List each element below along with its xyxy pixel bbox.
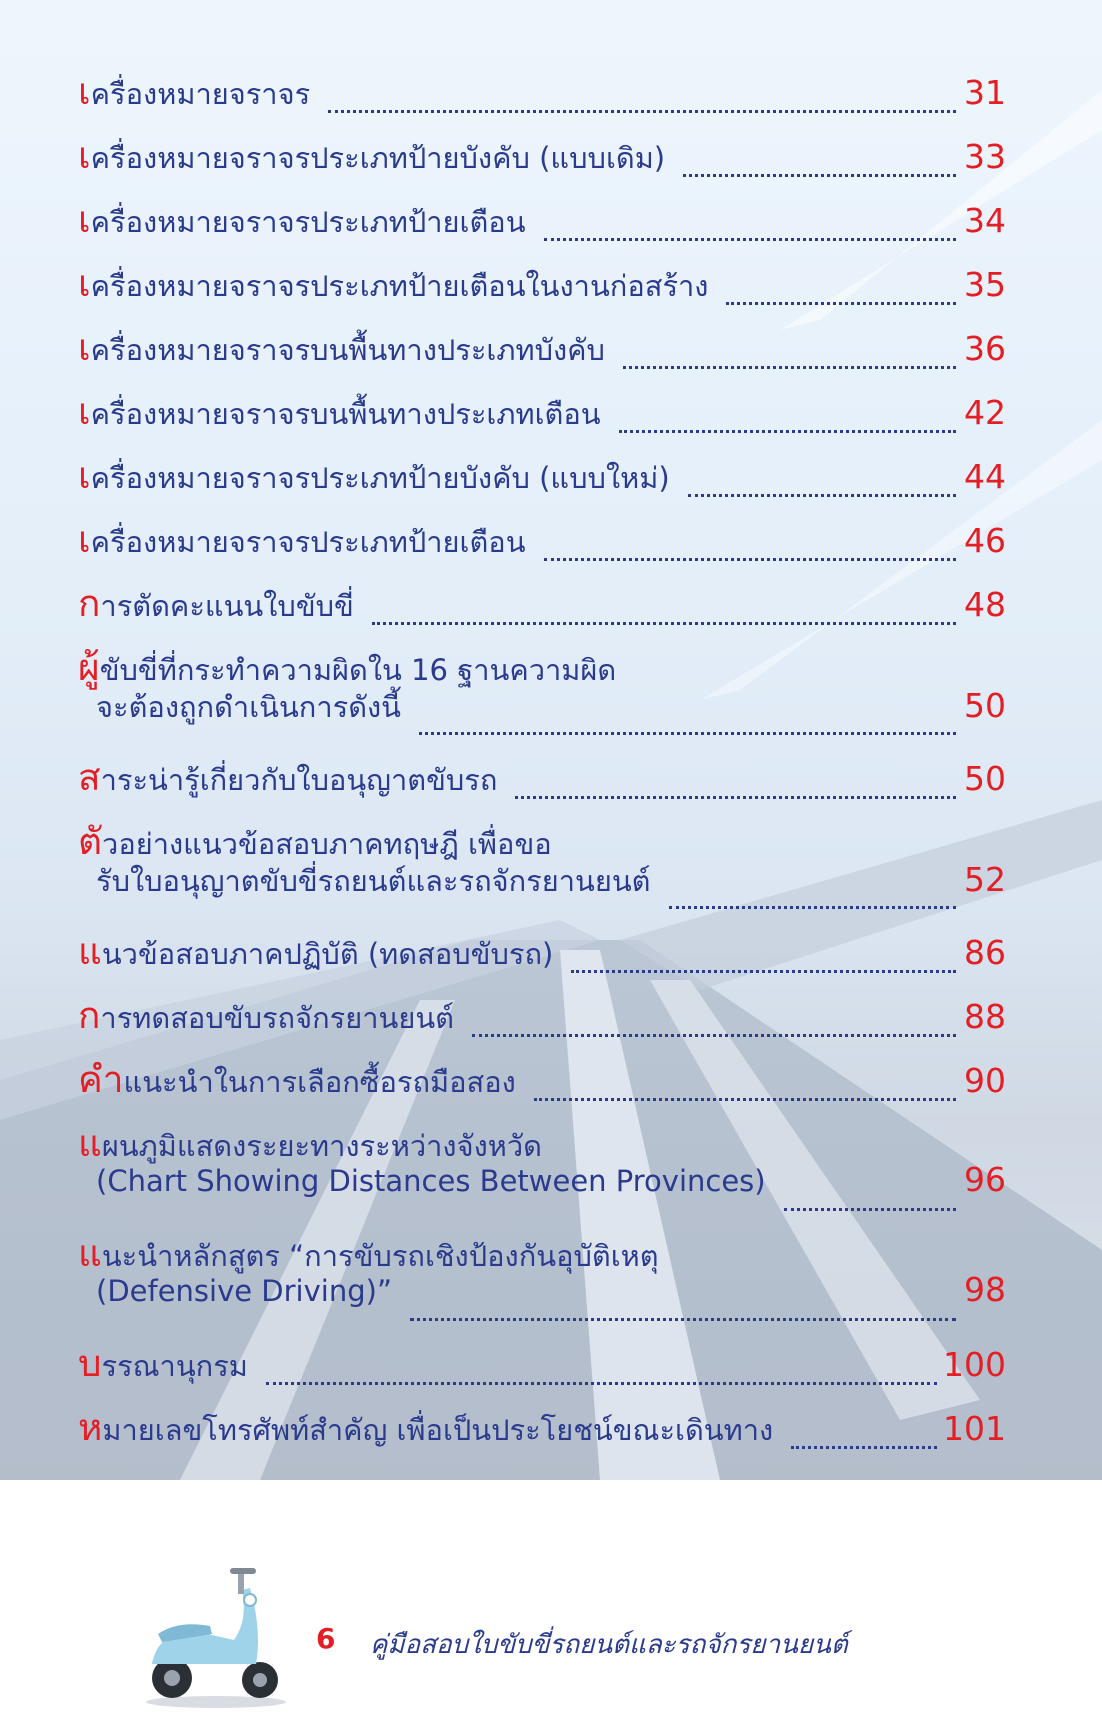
toc-entry[interactable]	[78, 1398, 1006, 1462]
toc-page-number: 33	[964, 137, 1006, 176]
toc-initial: ผู้	[78, 646, 100, 689]
toc-initial: เ	[78, 390, 91, 433]
toc-initial: บ	[78, 1342, 102, 1385]
toc-entry[interactable]	[78, 1114, 1006, 1224]
dot-leader	[544, 235, 956, 241]
toc-page-number: 86	[964, 933, 1006, 972]
toc-entry-title	[78, 922, 553, 981]
toc-entry[interactable]	[78, 62, 1006, 126]
dot-leader	[619, 427, 956, 433]
page-number: 6	[316, 1622, 336, 1655]
dot-leader	[571, 967, 956, 973]
toc-title-text: มายเลขโทรศัพท์สำคัญ เพื่อเป็นประโยชน์ขณะเดินทาง	[102, 1413, 774, 1447]
toc-entry-title	[78, 510, 526, 569]
dot-leader	[683, 171, 956, 177]
toc-entry[interactable]	[78, 748, 1006, 812]
toc-page-number: 50	[964, 686, 1006, 725]
toc-page-number: 35	[964, 265, 1006, 304]
toc-initial: แ	[78, 1122, 102, 1165]
dot-leader	[419, 729, 956, 735]
toc-title-continuation: (Chart Showing Distances Between Provinces)	[96, 1164, 766, 1198]
toc-initial: เ	[78, 326, 91, 369]
toc-title-text: ครื่องหมายจราจรประเภทป้ายเตือนในงานก่อสร้าง	[90, 269, 709, 303]
toc-entry[interactable]	[78, 922, 1006, 986]
toc-initial: ตั	[78, 820, 103, 863]
toc-entry[interactable]	[78, 812, 1006, 922]
toc-initial: ก	[78, 582, 101, 625]
toc-title-text: วอย่างแนวข้อสอบภาคทฤษฎี เพื่อขอ	[102, 827, 552, 861]
toc-entry[interactable]	[78, 446, 1006, 510]
toc-entry[interactable]	[78, 1050, 1006, 1114]
dot-leader	[328, 107, 956, 113]
toc-entry-title	[78, 1398, 773, 1457]
toc-entry[interactable]	[78, 638, 1006, 748]
toc-initial: เ	[78, 134, 91, 177]
toc-title-text: รรณานุกรม	[101, 1349, 248, 1383]
toc-title-text: ครื่องหมายจราจรประเภทป้ายบังคับ (แบบเดิม)	[90, 141, 666, 175]
dot-leader	[472, 1031, 956, 1037]
toc-page-number: 48	[964, 585, 1006, 624]
book-title: คู่มือสอบใบขับขี่รถยนต์และรถจักรยานยนต์	[370, 1630, 848, 1660]
toc-title-continuation: จะต้องถูกดำเนินการดังนี้	[96, 690, 402, 724]
toc-entry[interactable]	[78, 510, 1006, 574]
toc-entry-title	[78, 574, 354, 633]
dot-leader	[410, 1315, 956, 1321]
toc-page-number: 44	[964, 457, 1006, 496]
toc-page-number: 42	[964, 393, 1006, 432]
dot-leader	[544, 555, 956, 561]
toc-entry[interactable]	[78, 986, 1006, 1050]
toc-entry[interactable]	[78, 254, 1006, 318]
toc-page-number: 34	[964, 201, 1006, 240]
toc-initial: เ	[78, 518, 91, 561]
toc-title-text: ารตัดคะแนนใบขับขี่	[100, 589, 354, 623]
toc-title-text: ผนภูมิแสดงระยะทางระหว่างจังหวัด	[101, 1129, 542, 1163]
toc-title-text: าระน่ารู้เกี่ยวกับใบอนุญาตขับรถ	[100, 763, 498, 797]
toc-title-text: ครื่องหมายจราจรประเภทป้ายบังคับ (แบบใหม่)	[90, 461, 670, 495]
toc-page-number: 50	[964, 759, 1006, 798]
toc-initial: เ	[78, 198, 91, 241]
toc-title-text: นะนำหลักสูตร “การขับรถเชิงป้องกันอุบัติเหตุ	[101, 1239, 659, 1273]
toc-page-number: 31	[964, 73, 1006, 112]
toc-entry-title	[78, 62, 310, 121]
toc-initial: ส	[78, 756, 101, 799]
toc-entry[interactable]	[78, 1334, 1006, 1398]
table-of-contents	[78, 62, 1006, 1462]
dot-leader	[623, 363, 956, 369]
toc-entry-title	[78, 254, 708, 313]
toc-page-number: 96	[964, 1160, 1006, 1199]
dot-leader	[266, 1379, 937, 1385]
toc-entry-title	[78, 126, 665, 185]
toc-entry[interactable]	[78, 318, 1006, 382]
toc-title-text: นวข้อสอบภาคปฏิบัติ (ทดสอบขับรถ)	[101, 937, 554, 971]
toc-title-continuation: รับใบอนุญาตขับขี่รถยนต์และรถจักรยานยนต์	[96, 864, 651, 898]
toc-initial: ห	[78, 1406, 103, 1449]
toc-page-number: 101	[943, 1409, 1006, 1448]
toc-initial: คำ	[78, 1058, 124, 1101]
toc-title-text: ครื่องหมายจราจรประเภทป้ายเตือน	[90, 205, 526, 239]
toc-entry-title	[78, 986, 454, 1045]
toc-page-number: 88	[964, 997, 1006, 1036]
toc-entry-title	[78, 1334, 248, 1393]
toc-entry[interactable]	[78, 382, 1006, 446]
dot-leader	[688, 491, 956, 497]
toc-page-number: 36	[964, 329, 1006, 368]
toc-entry[interactable]	[78, 574, 1006, 638]
toc-title-text: แนะนำในการเลือกซื้อรถมือสอง	[123, 1065, 516, 1099]
toc-entry-title	[78, 190, 526, 249]
toc-initial: เ	[78, 262, 91, 305]
toc-title-continuation: (Defensive Driving)”	[96, 1274, 392, 1308]
toc-initial: แ	[78, 1232, 102, 1275]
scooter-icon	[138, 1560, 294, 1710]
toc-entry-title	[78, 748, 497, 807]
toc-page-number: 46	[964, 521, 1006, 560]
dot-leader	[669, 903, 956, 909]
toc-page-number: 98	[964, 1270, 1006, 1309]
toc-entry[interactable]	[78, 190, 1006, 254]
toc-entry-title	[78, 318, 605, 377]
dot-leader	[372, 619, 956, 625]
toc-title-text: ครื่องหมายจราจร	[90, 77, 311, 111]
toc-page-number: 100	[943, 1345, 1006, 1384]
toc-title-text: ครื่องหมายจราจรประเภทป้ายเตือน	[90, 525, 526, 559]
toc-initial: เ	[78, 70, 91, 113]
toc-page-number: 52	[964, 860, 1006, 899]
dot-leader	[726, 299, 956, 305]
toc-entry[interactable]	[78, 126, 1006, 190]
toc-entry-title	[78, 382, 601, 441]
toc-page-number: 90	[964, 1061, 1006, 1100]
toc-entry-title	[78, 1050, 516, 1109]
toc-title-text: ขับขี่ที่กระทำความผิดใน 16 ฐานความผิด	[99, 653, 617, 687]
dot-leader	[534, 1095, 956, 1101]
toc-entry-title	[78, 446, 670, 505]
toc-initial: ก	[78, 994, 101, 1037]
toc-title-text: ครื่องหมายจราจรบนพื้นทางประเภทเตือน	[90, 397, 601, 431]
dot-leader	[791, 1443, 937, 1449]
toc-title-text: ารทดสอบขับรถจักรยานยนต์	[100, 1001, 454, 1035]
toc-title-text: ครื่องหมายจราจรบนพื้นทางประเภทบังคับ	[90, 333, 605, 367]
toc-initial: เ	[78, 454, 91, 497]
toc-entry[interactable]	[78, 1224, 1006, 1334]
toc-initial: แ	[78, 930, 102, 973]
dot-leader	[515, 793, 956, 799]
dot-leader	[784, 1205, 956, 1211]
